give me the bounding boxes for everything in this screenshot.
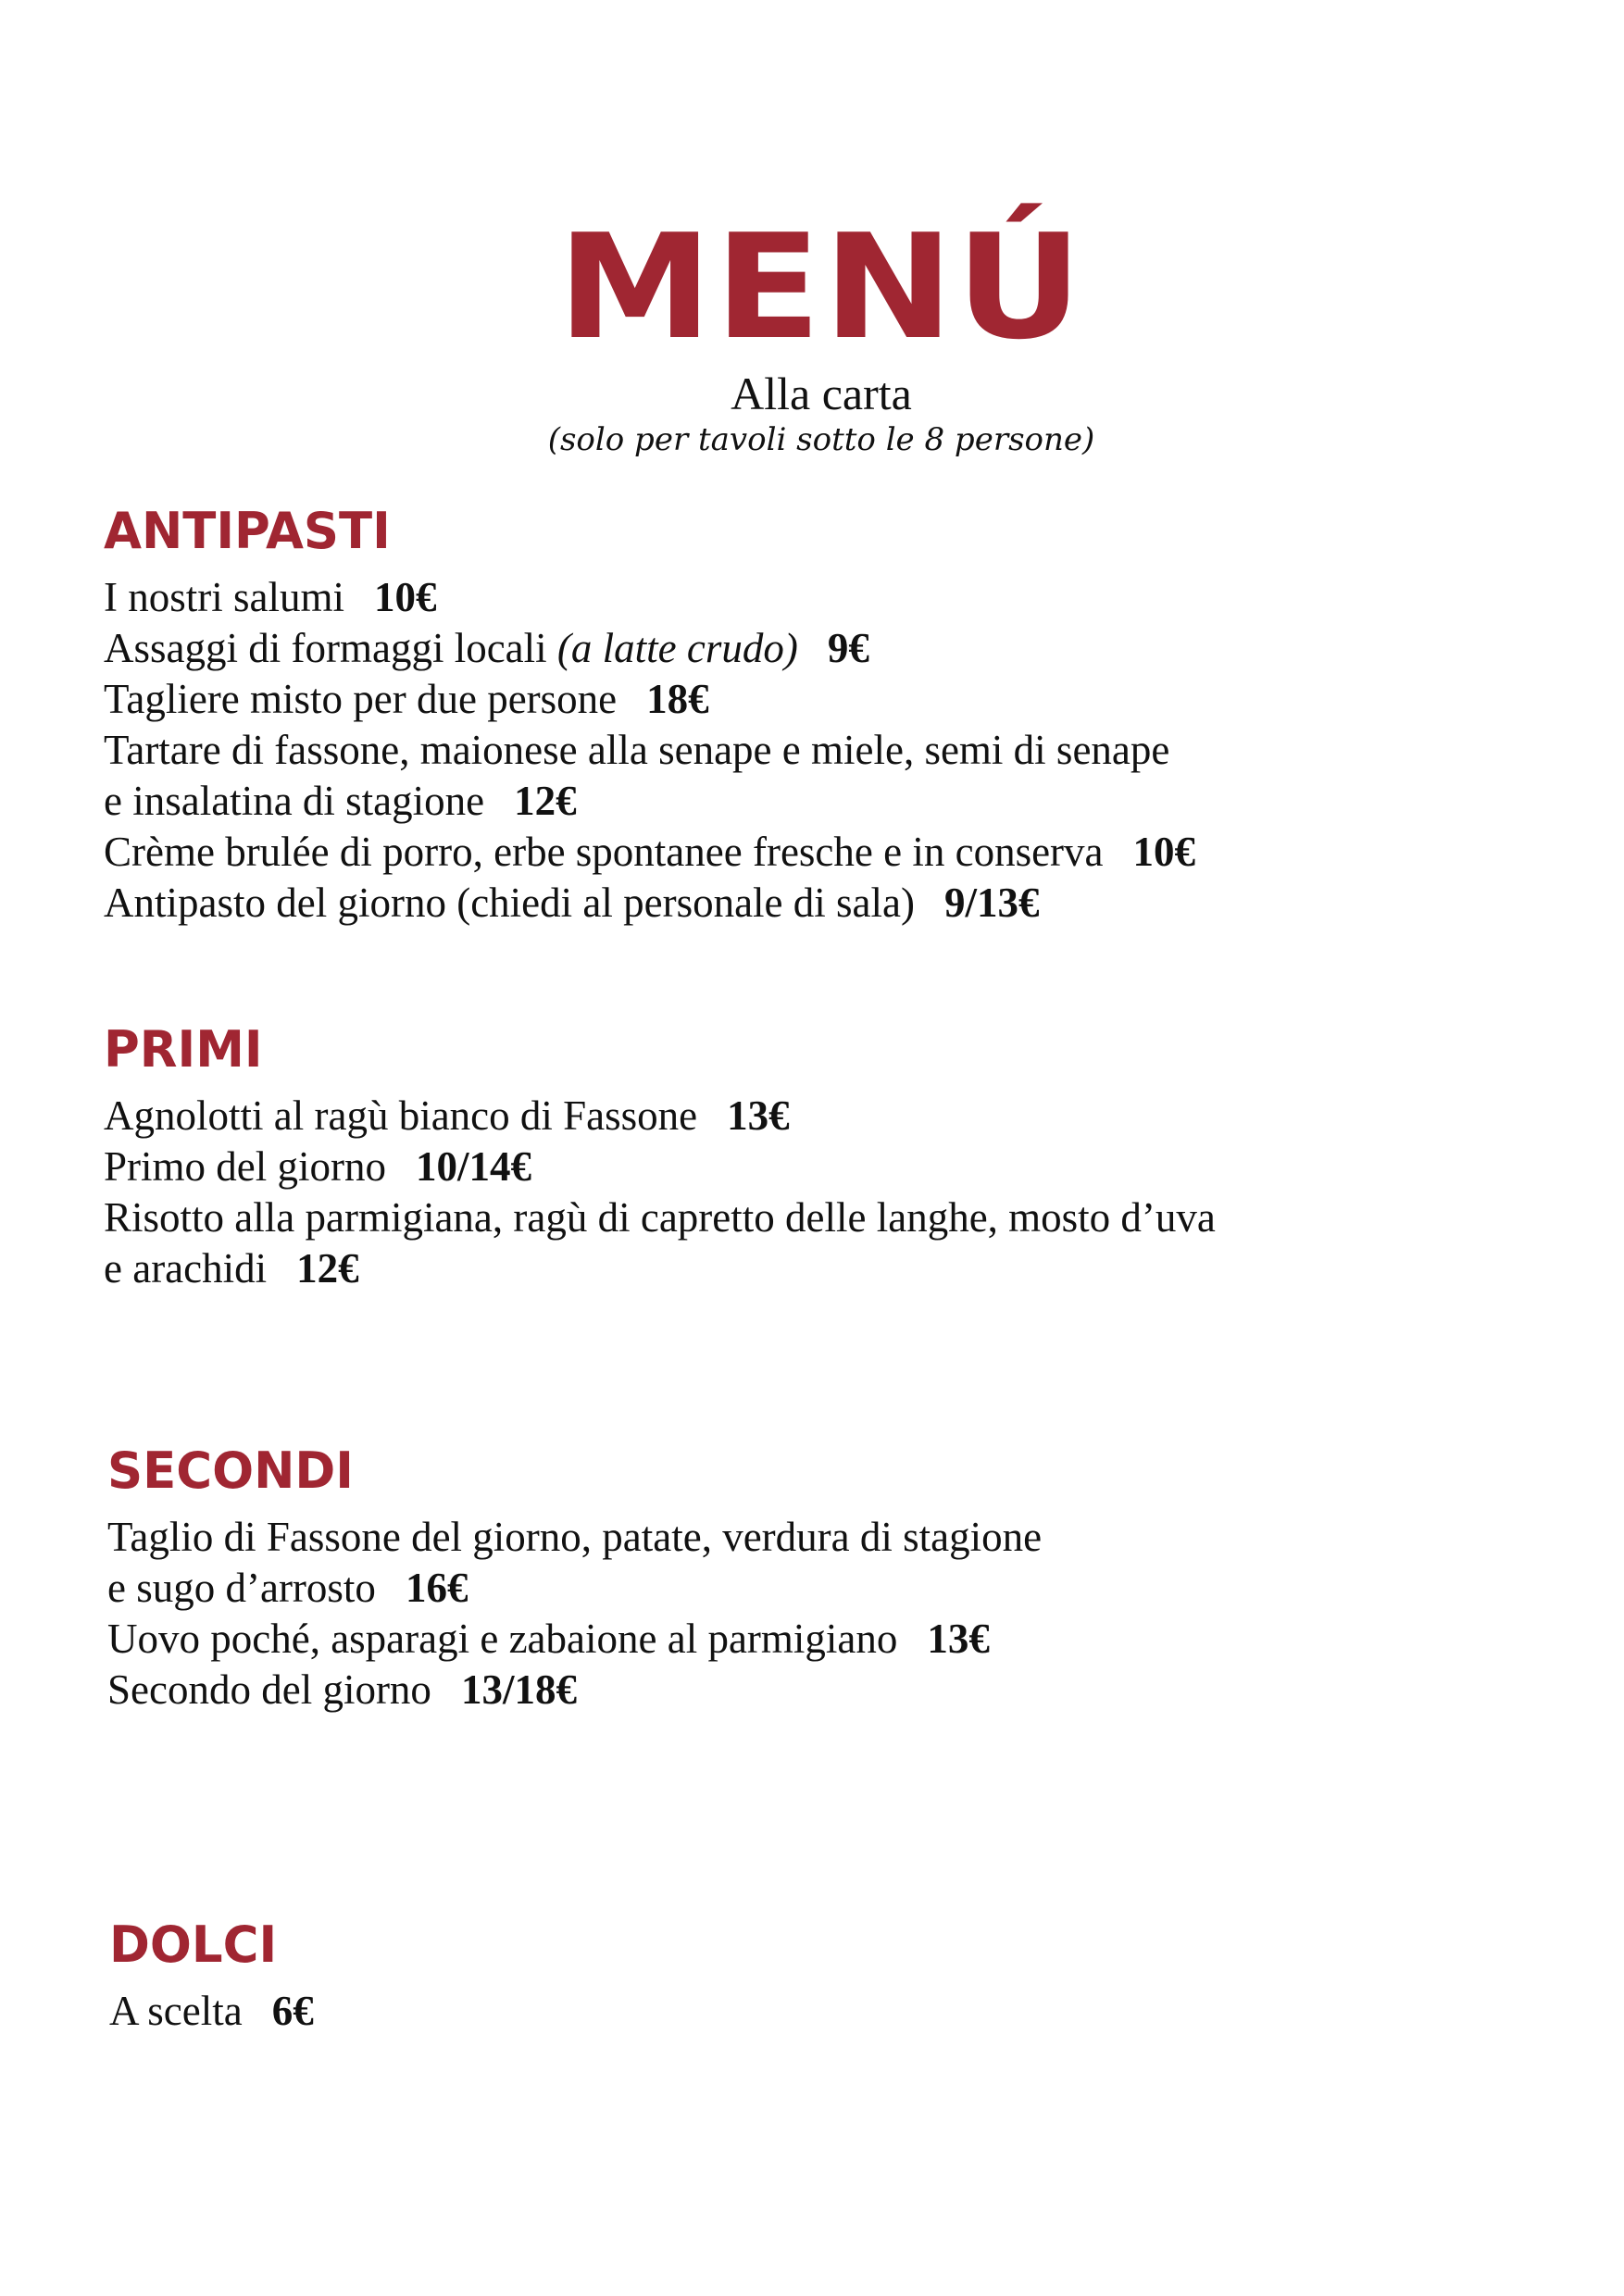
section-primi — [104, 1017, 1548, 1294]
item-price: 9€ — [827, 625, 869, 671]
item-price: 10€ — [373, 574, 437, 620]
item-name: Primo del giorno — [104, 1143, 386, 1190]
antipasti-list — [104, 572, 1548, 929]
menu-subtitle: Alla carta — [731, 368, 912, 419]
item-name-line-2: e arachidi — [104, 1245, 268, 1292]
menu-item — [104, 623, 1548, 674]
item-price: 6€ — [271, 1988, 314, 2034]
section-antipasti — [104, 498, 1548, 929]
menu-header — [0, 199, 1624, 460]
item-price: 9/13€ — [943, 880, 1040, 926]
item-price: 16€ — [405, 1565, 468, 1611]
menu-item — [104, 725, 1548, 776]
item-name: Antipasto del giorno (chiedi al personale di sala) — [104, 880, 915, 926]
dolci-list — [109, 1986, 1554, 2037]
item-price: 12€ — [296, 1245, 359, 1292]
item-name: Crème brulée di porro, erbe spontanee fresche e in conserva — [104, 829, 1104, 875]
item-name-line-1: Taglio di Fassone del giorno, patate, verdura di stagione — [107, 1514, 1043, 1560]
section-title-dolci: DOLCI — [109, 1915, 278, 1974]
item-name-line-1: Risotto alla parmigiana, ragù di capretto delle langhe, mosto d’uva — [104, 1194, 1216, 1241]
primi-list — [104, 1091, 1548, 1294]
item-price: 13€ — [927, 1616, 990, 1662]
item-name: Agnolotti al ragù bianco di Fassone — [104, 1092, 698, 1139]
menu-title: MENÚ — [557, 203, 1085, 371]
menu-item — [104, 827, 1548, 878]
item-price: 10€ — [1132, 829, 1196, 875]
item-name: I nostri salumi — [104, 574, 344, 620]
item-name-line-2: e sugo d’arrosto — [107, 1565, 376, 1611]
menu-item — [109, 1986, 1554, 2037]
item-price: 10/14€ — [415, 1143, 531, 1190]
menu-item — [104, 572, 1548, 623]
item-name-line-2: e insalatina di stagione — [104, 778, 485, 824]
menu-item-continuation — [104, 1243, 1548, 1294]
menu-item — [107, 1614, 1552, 1665]
menu-item — [104, 1192, 1548, 1243]
item-name: Tagliere misto per due persone — [104, 676, 618, 722]
menu-item — [104, 1142, 1548, 1192]
item-name: Uovo poché, asparagi e zabaione al parmigiano — [107, 1616, 898, 1662]
item-name: A scelta — [109, 1988, 243, 2034]
item-price: 13/18€ — [460, 1666, 577, 1713]
item-price: 18€ — [646, 676, 709, 722]
menu-item — [104, 878, 1548, 929]
section-title-secondi: SECONDI — [107, 1441, 355, 1500]
menu-item — [107, 1665, 1552, 1716]
item-price: 13€ — [727, 1092, 790, 1139]
menu-item — [104, 1091, 1548, 1142]
menu-item — [107, 1512, 1552, 1563]
menu-note: (solo per tavoli sotto le 8 persone) — [547, 421, 1095, 458]
secondi-list — [107, 1512, 1552, 1716]
menu-item-continuation — [107, 1563, 1552, 1614]
section-dolci — [109, 1912, 1554, 2037]
item-name: Secondo del giorno — [107, 1666, 431, 1713]
section-secondi — [107, 1438, 1552, 1716]
section-title-antipasti: ANTIPASTI — [104, 502, 391, 560]
menu-item-continuation — [104, 776, 1548, 827]
item-note: (a latte crudo) — [556, 625, 798, 671]
item-name: Assaggi di formaggi locali — [104, 625, 547, 671]
section-title-primi: PRIMI — [104, 1020, 263, 1079]
item-name-line-1: Tartare di fassone, maionese alla senape e miele, semi di senape — [104, 727, 1170, 773]
menu-item — [104, 674, 1548, 725]
item-price: 12€ — [514, 778, 577, 824]
